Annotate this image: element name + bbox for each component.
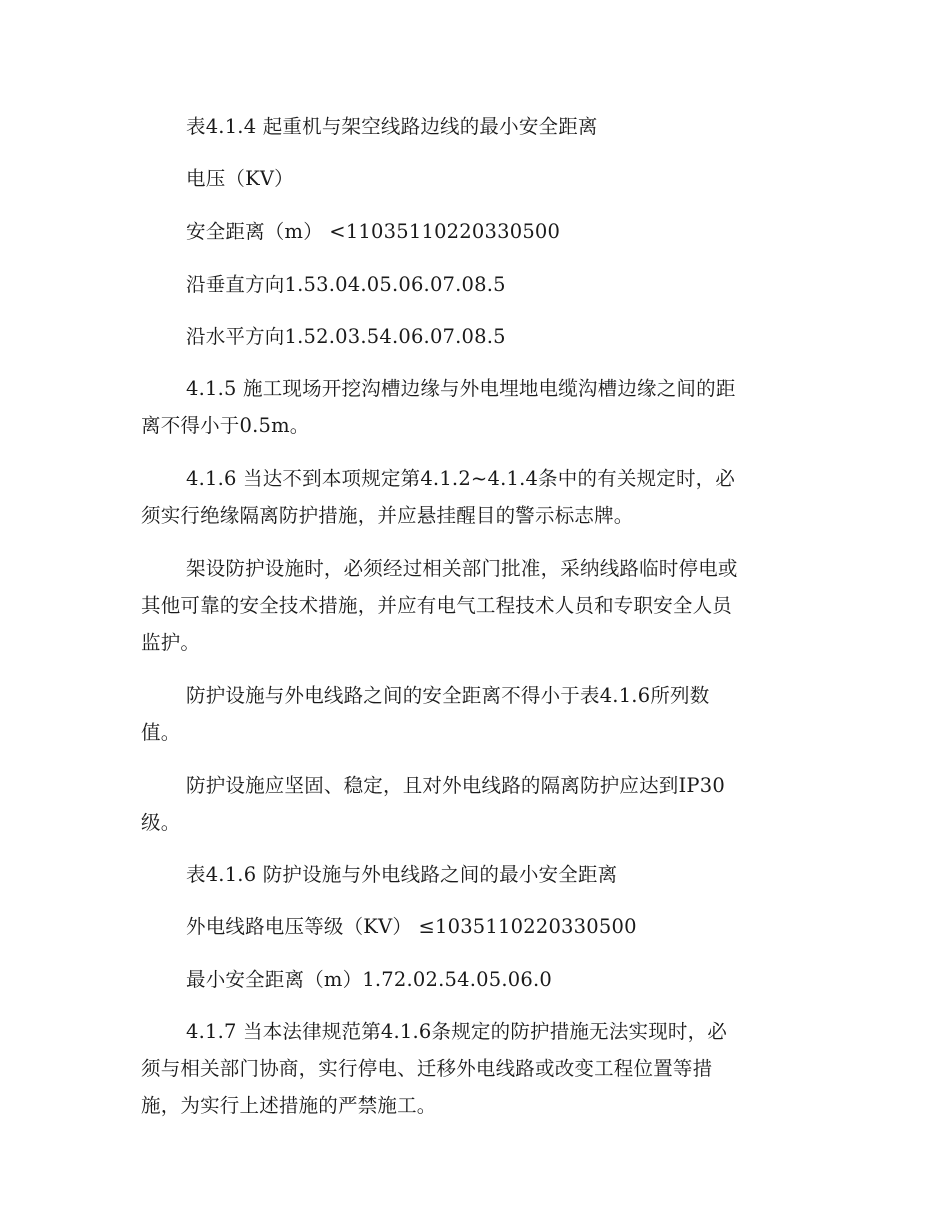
clause-4-1-6-line-2: 须实行绝缘隔离防护措施，并应悬挂醒目的警示标志牌。 <box>141 504 634 527</box>
table-4-1-6-caption: 表4.1.6 防护设施与外电线路之间的最小安全距离 <box>186 863 618 886</box>
paragraph-erect-protection-line-3: 监护。 <box>141 631 201 654</box>
table-4-1-4-caption: 表4.1.4 起重机与架空线路边线的最小安全距离 <box>186 115 598 138</box>
horizontal-direction-row: 沿水平方向1.52.03.54.06.07.08.5 <box>186 325 506 348</box>
clause-4-1-7-line-1: 4.1.7 当本法律规范第4.1.6条规定的防护措施无法实现时，必 <box>186 1020 728 1043</box>
voltage-level-row: 外电线路电压等级（KV） ≤1035110220330500 <box>186 915 637 938</box>
paragraph-distance-line-2: 值。 <box>141 721 181 744</box>
vertical-direction-row: 沿垂直方向1.53.04.05.06.07.08.5 <box>186 273 506 296</box>
clause-4-1-7-line-3: 施，为实行上述措施的严禁施工。 <box>141 1094 437 1117</box>
clause-4-1-5-line-1: 4.1.5 施工现场开挖沟槽边缘与外电埋地电缆沟槽边缘之间的距 <box>186 377 736 400</box>
paragraph-distance-line-1: 防护设施与外电线路之间的安全距离不得小于表4.1.6所列数 <box>186 684 710 707</box>
paragraph-ip30-line-1: 防护设施应坚固、稳定，且对外电线路的隔离防护应达到IP30 <box>186 774 725 797</box>
voltage-header: 电压（KV） <box>186 167 294 190</box>
safety-distance-row: 安全距离（m） <11035110220330500 <box>186 220 561 243</box>
paragraph-ip30-line-2: 级。 <box>141 811 181 834</box>
clause-4-1-5-line-2: 离不得小于0.5m。 <box>141 414 310 437</box>
clause-4-1-7-line-2: 须与相关部门协商，实行停电、迁移外电线路或改变工程位置等措 <box>141 1057 713 1080</box>
paragraph-erect-protection-line-1: 架设防护设施时，必须经过相关部门批准，采纳线路临时停电或 <box>186 557 738 580</box>
minimum-distance-row: 最小安全距离（m）1.72.02.54.05.06.0 <box>186 968 552 991</box>
clause-4-1-6-line-1: 4.1.6 当达不到本项规定第4.1.2~4.1.4条中的有关规定时，必 <box>186 467 736 490</box>
paragraph-erect-protection-line-2: 其他可靠的安全技术措施，并应有电气工程技术人员和专职安全人员 <box>141 594 733 617</box>
